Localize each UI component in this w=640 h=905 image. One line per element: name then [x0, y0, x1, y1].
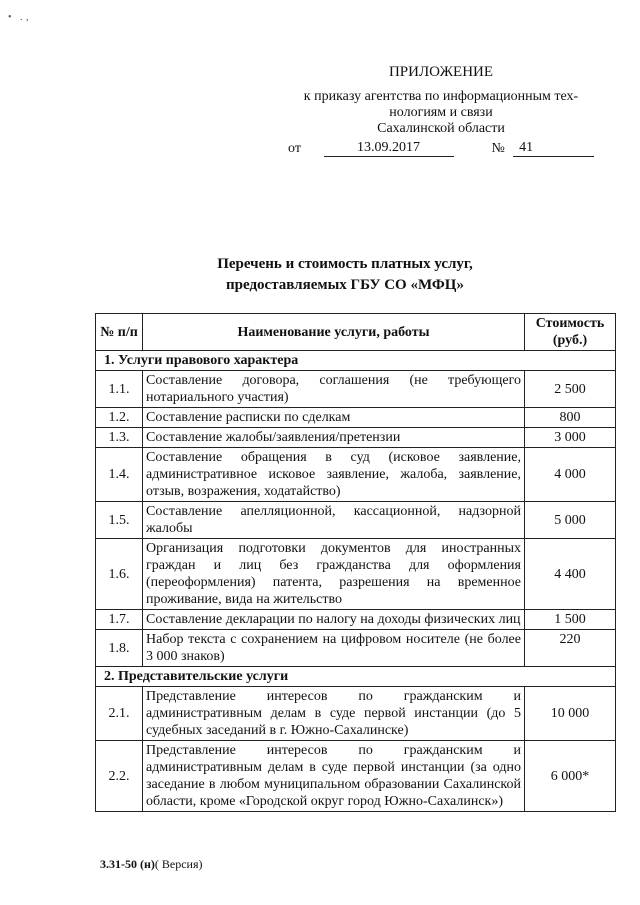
- header-line-3: Сахалинской области: [377, 121, 505, 136]
- service-number: 1.3.: [96, 428, 143, 448]
- service-name: Представление интересов по гражданским и административным делам в суде первой инстанции (за одно заседание в любом муниципальном образовании Сахалинской области, кроме «Городской округ город Южно-Сахалинск»): [143, 741, 525, 812]
- table-row: [96, 371, 616, 408]
- service-name: Организация подготовки документов для иностранных граждан и лиц без гражданства для оформления (переоформления) патента, разрешения на временное проживание, вида на жительство: [143, 539, 525, 610]
- table-header-row: [96, 314, 616, 351]
- doc-code: 3.31-50 (н): [100, 857, 155, 871]
- document-footer: [100, 857, 203, 872]
- service-name: Составление договора, соглашения (не требующего нотариального участия): [143, 371, 525, 408]
- order-date-row: [288, 140, 594, 157]
- appendix-title: ПРИЛОЖЕНИЕ: [388, 64, 494, 80]
- title-line-1: Перечень и стоимость платных услуг,: [217, 256, 473, 272]
- service-number: 1.7.: [96, 610, 143, 630]
- header-line-1: к приказу агентства по информационным тех-: [303, 89, 579, 104]
- service-name: Составление декларации по налогу на доходы физических лиц: [143, 610, 525, 630]
- order-date: 13.09.2017: [324, 140, 454, 157]
- service-number: 1.1.: [96, 371, 143, 408]
- service-name: Представление интересов по гражданским и административным делам в суде первой инстанции (до 5 судебных заседаний в г. Южно-Сахалинске): [143, 687, 525, 741]
- section-title: 2. Представительские услуги: [96, 667, 616, 687]
- table-row: [96, 687, 616, 741]
- table-row: [96, 741, 616, 812]
- service-number: 1.6.: [96, 539, 143, 610]
- section-row-representation: [96, 667, 616, 687]
- table-row: [96, 630, 616, 667]
- service-price: 4 000: [525, 448, 616, 502]
- section-row-legal: [96, 351, 616, 371]
- service-price: 1 500: [525, 610, 616, 630]
- service-number: 1.5.: [96, 502, 143, 539]
- service-name: Набор текста с сохранением на цифровом носителе (не более 3 000 знаков): [143, 630, 525, 667]
- document-title: [120, 254, 570, 296]
- section-title: 1. Услуги правового характера: [96, 351, 616, 371]
- service-number: 2.1.: [96, 687, 143, 741]
- service-price: 10 000: [525, 687, 616, 741]
- doc-version: ( Версия): [154, 857, 203, 871]
- table-row: [96, 408, 616, 428]
- service-price: 220: [525, 630, 616, 667]
- scan-artifact: • .‚: [8, 12, 32, 23]
- service-number: 1.8.: [96, 630, 143, 667]
- service-name: Составление обращения в суд (исковое заявление, административное исковое заявление, жалоба, заявление, отзыв, возражения, ходатайство): [143, 448, 525, 502]
- from-label: от: [288, 141, 301, 156]
- service-price: 5 000: [525, 502, 616, 539]
- table-row: [96, 428, 616, 448]
- header-num: № п/п: [96, 314, 143, 351]
- service-number: 1.2.: [96, 408, 143, 428]
- header-name: Наименование услуги, работы: [143, 314, 525, 351]
- table-row: [96, 502, 616, 539]
- title-line-2: предоставляемых ГБУ СО «МФЦ»: [226, 277, 464, 293]
- order-number: 41: [513, 140, 594, 157]
- service-name: Составление расписки по сделкам: [143, 408, 525, 428]
- service-number: 2.2.: [96, 741, 143, 812]
- service-price: 4 400: [525, 539, 616, 610]
- service-name: Составление жалобы/заявления/претензии: [143, 428, 525, 448]
- header-price: Стоимость (руб.): [525, 314, 616, 351]
- service-price: 2 500: [525, 371, 616, 408]
- table-row: [96, 539, 616, 610]
- appendix-header: [288, 64, 594, 157]
- service-price: 6 000*: [525, 741, 616, 812]
- service-price: 3 000: [525, 428, 616, 448]
- table-row: [96, 610, 616, 630]
- number-label: №: [491, 141, 505, 156]
- service-number: 1.4.: [96, 448, 143, 502]
- service-name: Составление апелляционной, кассационной, надзорной жалобы: [143, 502, 525, 539]
- table-row: [96, 448, 616, 502]
- header-line-2: нологиям и связи: [389, 105, 493, 120]
- service-price: 800: [525, 408, 616, 428]
- services-table: [95, 313, 616, 812]
